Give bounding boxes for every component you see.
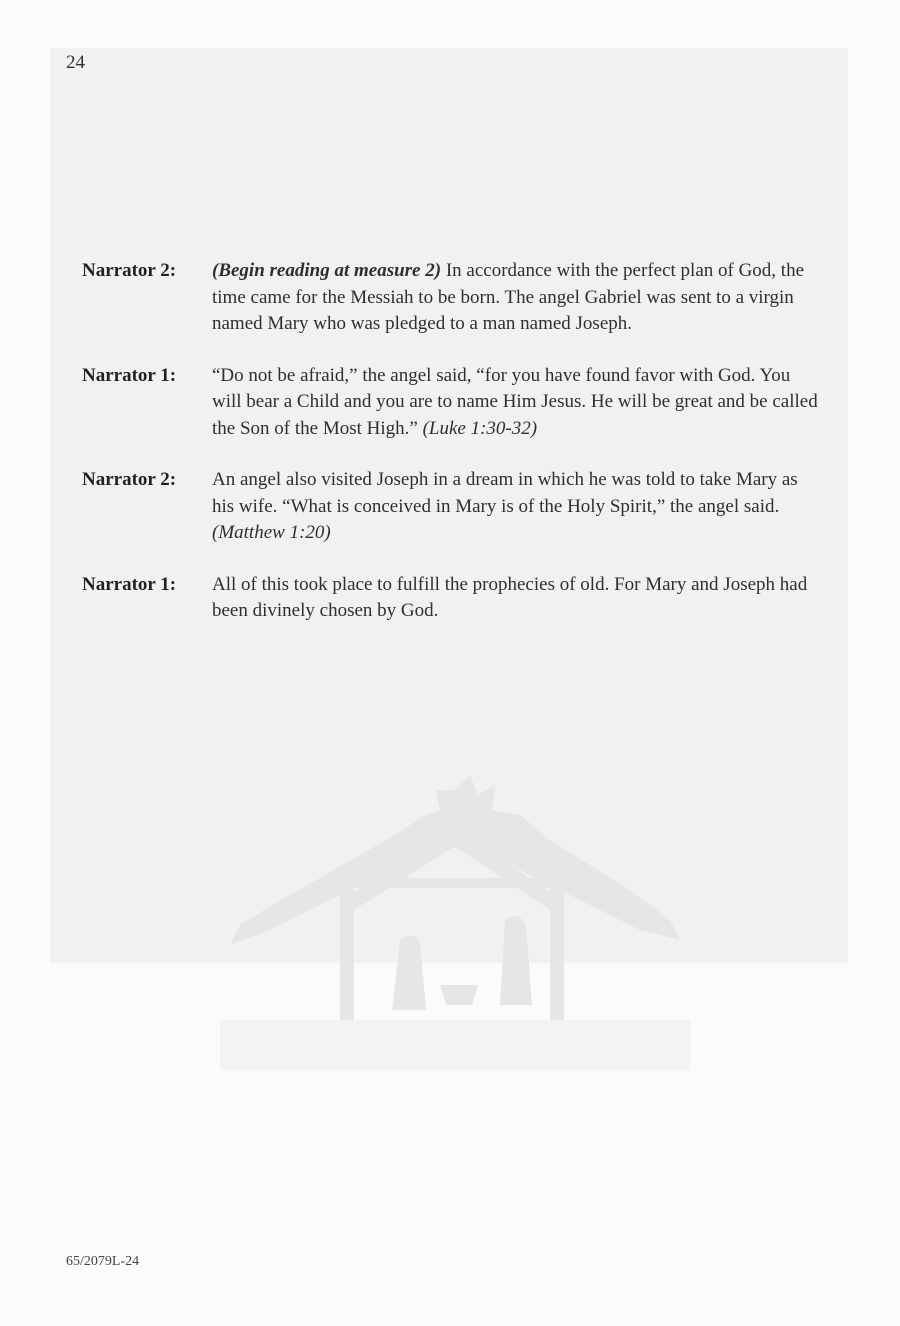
script-entry [82, 572, 822, 625]
speaker-label: Narrator 1: [82, 364, 177, 386]
page-number: 24 [66, 52, 85, 73]
script-entry [82, 467, 822, 547]
stage-cue: (Begin reading at measure 2) [212, 260, 442, 281]
scripture-reference: (Luke 1:30-32) [422, 417, 538, 439]
speaker-line [212, 467, 822, 547]
speaker-line [212, 363, 822, 443]
speaker-line [212, 572, 822, 625]
line-text: An angel also visited Joseph in a dream in which he was told to take Mary as his wife. “What is conceived in Mary is of the Holy Spirit,” the angel said. [212, 469, 798, 517]
speaker-line [212, 258, 822, 338]
line-text: All of this took place to fulfill the prophecies of old. For Mary and Joseph had been divinely chosen by God. [212, 573, 808, 621]
line-text: In accordance with the perfect plan of God, the time came for the Messiah to be born. The angel Gabriel was sent to a virgin named Mary who was pledged to a man named Joseph. [212, 260, 805, 334]
speaker-label: Narrator 1: [82, 573, 177, 595]
speaker-label: Narrator 2: [82, 260, 177, 281]
script-entry [82, 258, 822, 338]
narration-script [82, 258, 822, 650]
speaker-label: Narrator 2: [82, 469, 177, 490]
line-text: “Do not be afraid,” the angel said, “for you have found favor with God. You will bear a Child and you are to name Him Jesus. He will be great and be called the Son of the Most High.” [212, 364, 818, 439]
footer-code: 65/2079L-24 [66, 1254, 140, 1269]
nativity-watermark-icon [220, 770, 690, 1070]
scripture-reference: (Matthew 1:20) [212, 522, 331, 543]
script-entry [82, 363, 822, 443]
